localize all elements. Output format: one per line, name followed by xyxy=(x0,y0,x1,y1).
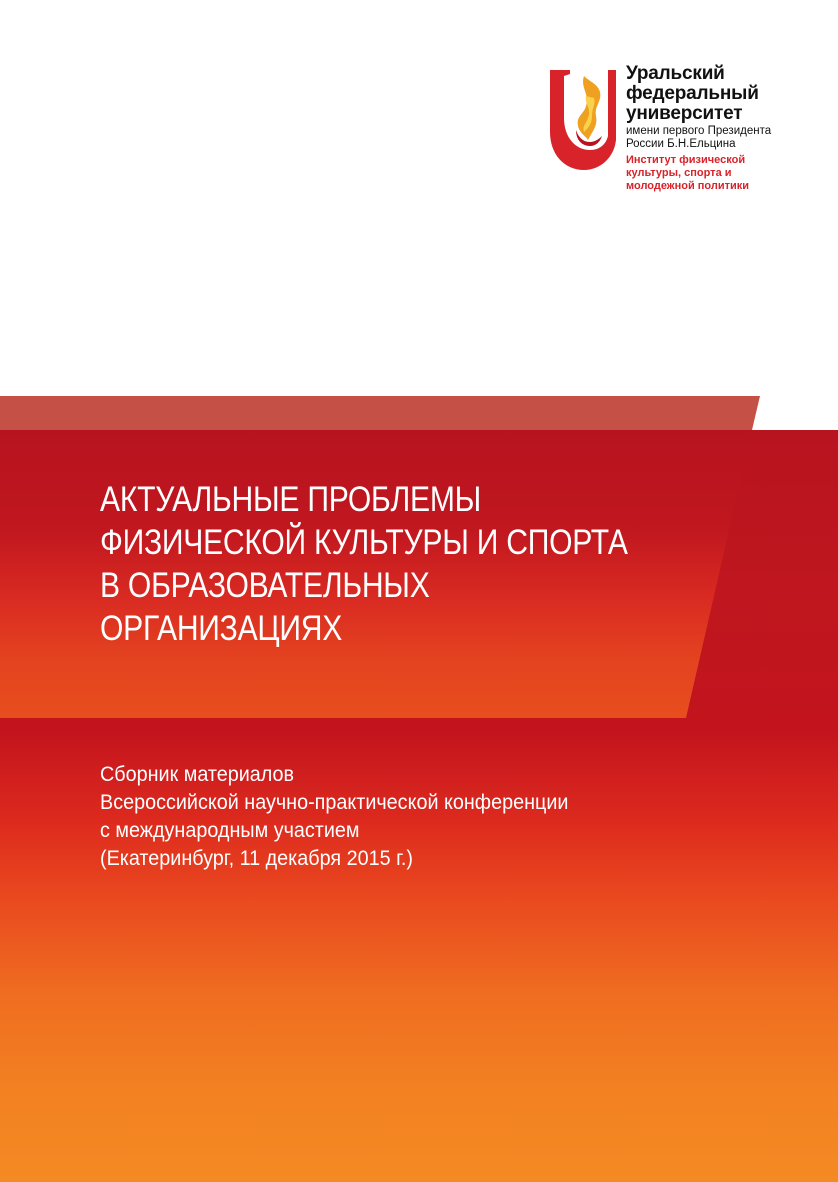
institute-name-line: молодежной политики xyxy=(626,180,750,192)
university-name-line: федеральный xyxy=(626,83,759,104)
book-subtitle-line: (Екатеринбург, 11 декабря 2015 г.) xyxy=(100,846,413,870)
book-title-line: ФИЗИЧЕСКОЙ КУЛЬТУРЫ И СПОРТА xyxy=(100,523,628,562)
book-subtitle-line: с международным участием xyxy=(100,818,360,842)
university-name-line: университет xyxy=(626,103,743,124)
book-title xyxy=(100,478,633,650)
university-logo xyxy=(540,60,800,220)
institute-name-line: культуры, спорта и xyxy=(626,167,732,179)
university-name xyxy=(626,64,796,193)
university-dedication-line: России Б.Н.Ельцина xyxy=(626,138,736,150)
book-title-line: ОРГАНИЗАЦИЯХ xyxy=(100,609,343,648)
institute-name-line: Институт физической xyxy=(626,154,746,166)
university-name-line: Уральский xyxy=(626,63,725,84)
book-title-line: В ОБРАЗОВАТЕЛЬНЫХ xyxy=(100,566,430,605)
university-emblem-icon xyxy=(546,66,616,226)
decorative-top-band xyxy=(0,396,838,430)
book-subtitle xyxy=(100,760,670,872)
book-title-line: АКТУАЛЬНЫЕ ПРОБЛЕМЫ xyxy=(100,480,482,519)
book-subtitle-line: Всероссийской научно-практической конференции xyxy=(100,790,569,814)
university-dedication-line: имени первого Президента xyxy=(626,125,772,137)
book-subtitle-line: Сборник материалов xyxy=(100,762,295,786)
